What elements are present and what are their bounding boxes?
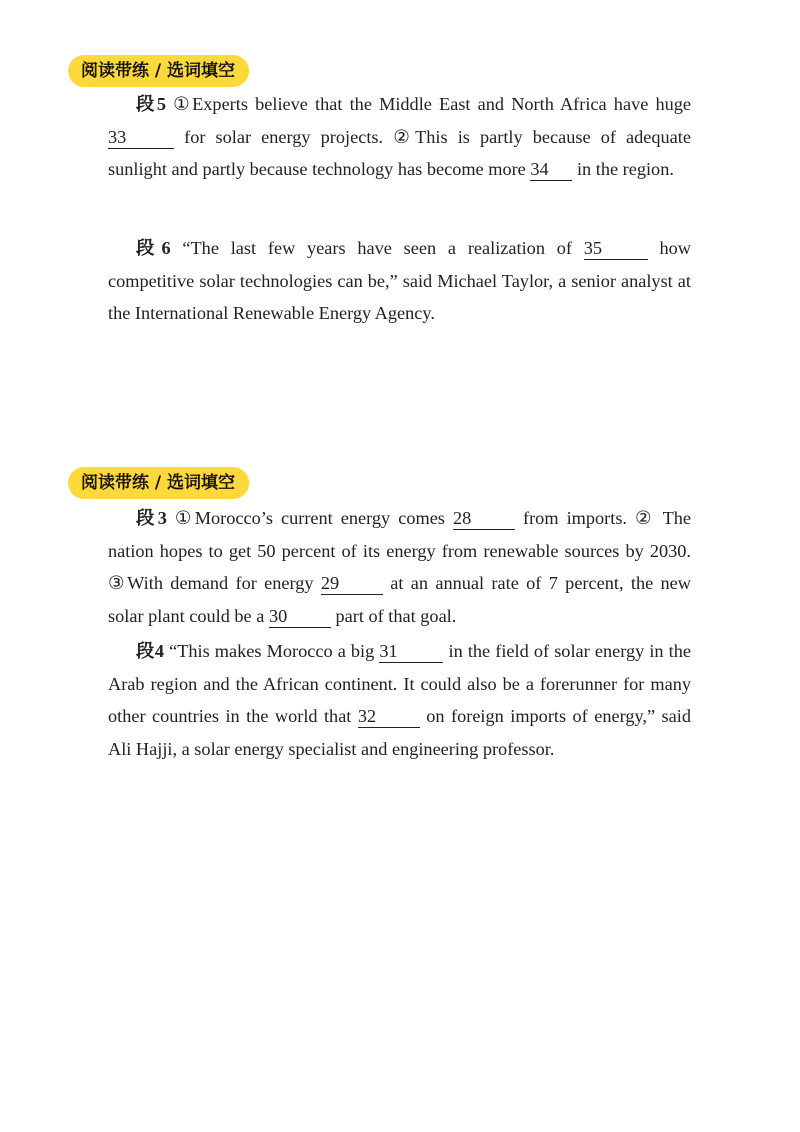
blank-31[interactable]: 31 bbox=[379, 641, 443, 663]
paragraph-label: 段3 bbox=[136, 508, 167, 528]
blank-29[interactable]: 29 bbox=[321, 573, 383, 595]
blank-30[interactable]: 30 bbox=[269, 606, 331, 628]
paragraph-text: for solar energy projects. ②This is partly because of adequate sunlight and partly because technology has become more bbox=[108, 126, 691, 180]
blank-28[interactable]: 28 bbox=[453, 508, 515, 530]
paragraph-text: ①Experts believe that the Middle East and North Africa have huge bbox=[173, 94, 692, 114]
paragraph-text: in the field of solar energy in the Arab region and the African continent. It could also be a forerunner for many other countries in the world that bbox=[108, 641, 692, 727]
paragraph-text: “This makes Morocco a big bbox=[163, 641, 380, 661]
paragraph-3 bbox=[108, 502, 691, 632]
blank-35[interactable]: 35 bbox=[584, 238, 648, 260]
paragraph-label: 段4 bbox=[136, 641, 164, 661]
paragraph-text: from imports. ② The nation hopes to get 50 percent of its energy from renewable sources by 2030. ③With demand for energy bbox=[108, 508, 692, 594]
paragraph-4 bbox=[108, 635, 691, 765]
paragraph-text: in the region. bbox=[572, 159, 674, 180]
paragraph-text: on foreign imports of energy,” said Ali Hajji, a solar energy specialist and engineering professor. bbox=[108, 706, 691, 759]
paragraph-5 bbox=[108, 88, 691, 186]
paragraph-text: at an annual rate of 7 percent, the new solar plant could be a bbox=[108, 573, 691, 626]
section-tag: 阅读带练 / 选词填空 bbox=[68, 467, 249, 499]
paragraph-6 bbox=[108, 232, 691, 330]
paragraph-text: ①Morocco’s current energy comes bbox=[166, 508, 453, 528]
paragraph-text: part of that goal. bbox=[330, 605, 457, 626]
section-tag: 阅读带练 / 选词填空 bbox=[68, 55, 249, 87]
paragraph-label: 段5 bbox=[136, 94, 166, 114]
blank-33[interactable]: 33 bbox=[108, 127, 174, 149]
paragraph-text: “The last few years have seen a realization of bbox=[170, 238, 584, 258]
blank-34[interactable]: 34 bbox=[530, 159, 572, 181]
paragraph-text: how competitive solar technologies can be,” said Michael Taylor, a senior analyst at the International Renewable Energy Agency. bbox=[108, 238, 691, 324]
blank-32[interactable]: 32 bbox=[358, 706, 420, 728]
paragraph-label: 段6 bbox=[136, 238, 171, 258]
